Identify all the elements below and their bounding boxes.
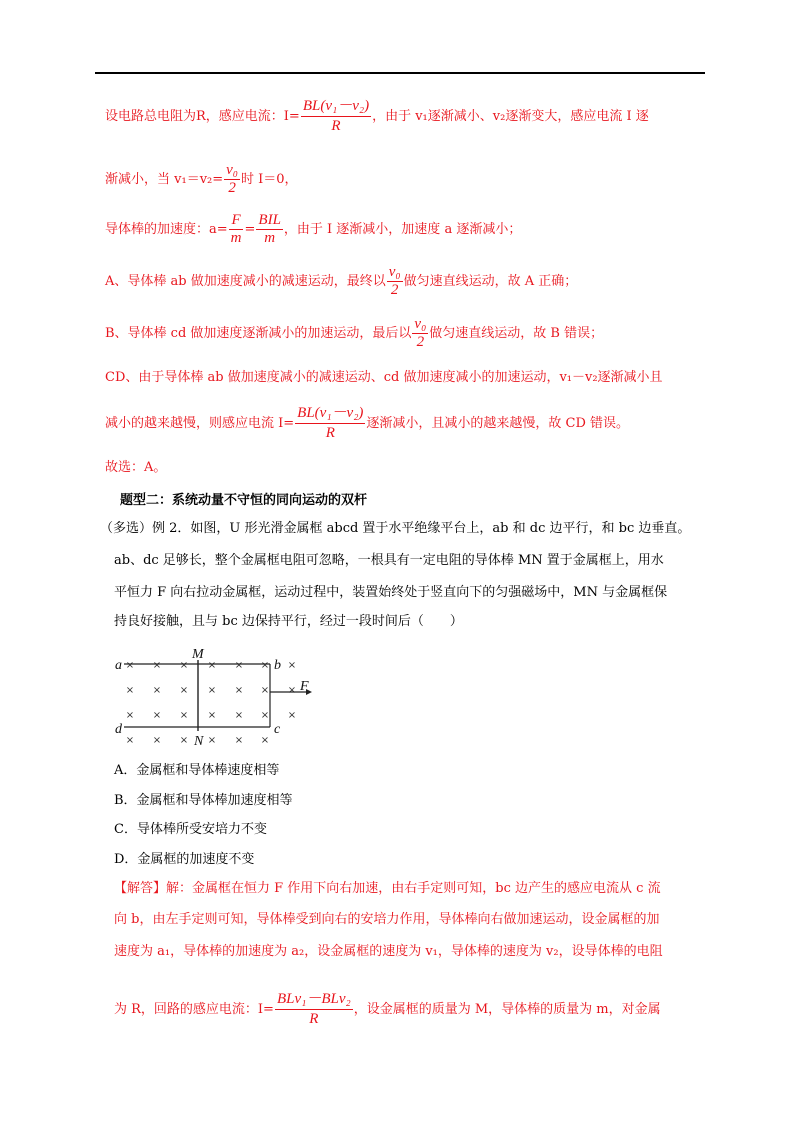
solution2-line-4 [114, 990, 661, 1029]
solution-line-b [105, 316, 603, 351]
solution-line-3 [105, 212, 521, 247]
field-cross-icon: × [260, 735, 270, 746]
field-cross-icon: × [152, 735, 162, 746]
field-cross-icon: × [179, 735, 189, 746]
field-cross-icon: × [179, 685, 189, 696]
field-cross-icon: × [207, 735, 217, 746]
field-cross-icon: × [287, 710, 297, 721]
label-b: b [274, 658, 281, 673]
question-line-3: 平恒力 F 向右拉动金属框，运动过程中，装置始终处于竖直向下的匀强磁场中，MN 与金属框保 [114, 585, 668, 600]
fraction-denominator: 2 [228, 180, 236, 196]
label-n: N [194, 734, 204, 749]
label-m: M [192, 647, 204, 662]
option-c: C．导体棒所受安培力不变 [114, 822, 267, 837]
fraction-numerator: v₀ [414, 316, 427, 332]
field-cross-icon: × [152, 660, 162, 671]
fraction [275, 990, 353, 1029]
field-cross-icon: × [207, 660, 217, 671]
field-cross-icon: × [125, 660, 135, 671]
text: 逐渐减小，且减小的越来越慢，故 CD 错误。 [366, 416, 630, 431]
section-title: 题型二：系统动量不守恒的同向运动的双杆 [120, 493, 368, 508]
field-cross-icon: × [207, 685, 217, 696]
text: 为 R，回路的感应电流：I= [114, 1002, 274, 1017]
fraction [387, 264, 403, 299]
fraction [224, 162, 240, 197]
question-line-1: （多选）例 2．如图，U 形光滑金属框 abcd 置于水平绝缘平台上，ab 和 dc 边平行，和 bc 边垂直。 [100, 521, 691, 536]
fraction-numerator: v₀ [388, 264, 401, 280]
field-cross-icon: × [125, 735, 135, 746]
text: B、导体棒 cd 做加速度逐渐减小的加速运动，最后以 [105, 326, 412, 341]
fraction [412, 316, 428, 351]
field-cross-icon: × [234, 685, 244, 696]
text: 时 I＝0， [241, 172, 298, 187]
field-cross-icon: × [234, 735, 244, 746]
fraction-denominator: R [309, 1011, 319, 1027]
solution2-line-2: 向 b，由左手定则可知，导体棒受到向右的安培力作用，导体棒向右做加速运动，设金属框的加 [114, 912, 660, 927]
fraction-denominator: 2 [390, 282, 399, 298]
field-cross-icon: × [125, 685, 135, 696]
text: 做匀速直线运动，故 A 正确； [403, 274, 578, 289]
field-cross-icon: × [234, 660, 244, 671]
option-d: D．金属框的加速度不变 [114, 852, 255, 867]
text: ，由于 I 逐渐减小，加速度 a 逐渐减小； [283, 222, 522, 237]
fraction-denominator: m [230, 230, 242, 246]
field-cross-icon: × [260, 710, 270, 721]
text: 渐减小，当 v₁＝v₂= [105, 172, 224, 187]
field-cross-icon: × [260, 685, 270, 696]
label-a: a [115, 658, 122, 673]
solution2-line-3: 速度为 a₁，导体棒的加速度为 a₂，设金属框的速度为 v₁，导体棒的速度为 v₂，设导体棒的电阻 [114, 944, 663, 959]
field-cross-icon: × [152, 685, 162, 696]
fraction-denominator: R [325, 425, 335, 441]
solution-line-a [105, 264, 577, 299]
field-cross-icon: × [179, 710, 189, 721]
text: ，由于 v₁逐渐减小、v₂逐渐变大，感应电流 I 逐 [372, 109, 649, 124]
field-cross-icon: × [152, 710, 162, 721]
fraction [295, 404, 365, 443]
fraction-denominator: 2 [416, 334, 425, 350]
question-line-2: ab、dc 足够长，整个金属框电阻可忽略，一根具有一定电阻的导体棒 MN 置于金属框上，用水 [114, 553, 664, 568]
circuit-figure [112, 645, 322, 750]
fraction-numerator: BIL [258, 212, 281, 228]
solution-line-cd: CD、由于导体棒 ab 做加速度减小的减速运动、cd 做加速度减小的加速运动，v₁－v₂逐渐减小且 [105, 370, 663, 385]
answer-tag: 【解答】 [114, 881, 167, 896]
question-line-4: 持良好接触，且与 bc 边保持平行，经过一段时间后（ ） [114, 614, 463, 629]
option-b: B．金属框和导体棒加速度相等 [114, 793, 293, 808]
field-cross-icon: × [260, 660, 270, 671]
label-f: F [300, 679, 309, 694]
solution-line-1 [105, 97, 649, 136]
answer-line: 故选：A。 [105, 460, 167, 475]
solution-line-cd-2 [105, 404, 629, 443]
fraction-numerator: BL(v₁－v₂) [295, 404, 365, 424]
crosses [126, 660, 296, 746]
fraction-numerator: BL(v₁－v₂) [301, 97, 371, 117]
field-cross-icon: × [179, 660, 189, 671]
fraction-denominator: R [331, 118, 341, 134]
field-cross-icon: × [287, 660, 297, 671]
equals-sign: = [244, 222, 256, 237]
field-cross-icon: × [125, 710, 135, 721]
text: 设电路总电阻为R，感应电流：I= [105, 109, 300, 124]
solution-line-2 [105, 162, 298, 197]
field-cross-icon: × [234, 710, 244, 721]
text: 减小的越来越慢，则感应电流 I= [105, 416, 295, 431]
fraction-denominator: m [264, 230, 276, 246]
text: 做匀速直线运动，故 B 错误； [429, 326, 604, 341]
fraction [301, 97, 371, 136]
label-d: d [115, 722, 122, 737]
text: A、导体棒 ab 做加速度减小的减速运动，最终以 [105, 274, 386, 289]
option-a: A．金属框和导体棒速度相等 [114, 763, 280, 778]
field-cross-icon: × [287, 685, 297, 696]
fraction [229, 212, 244, 247]
text: ，设金属框的质量为 M，导体棒的质量为 m，对金属 [353, 1002, 661, 1017]
label-c: c [274, 722, 281, 737]
text: 导体棒的加速度：a= [105, 222, 228, 237]
fraction-numerator: v₀ [226, 162, 239, 178]
fraction-numerator: BLv₁－BLv₂ [275, 990, 353, 1010]
fraction-numerator: F [231, 212, 241, 228]
text: 解：金属框在恒力 F 作用下向右加速，由右手定则可知，bc 边产生的感应电流从 c 流 [166, 881, 661, 896]
field-cross-icon: × [207, 710, 217, 721]
header-rule [95, 72, 705, 74]
solution2-line-1 [114, 880, 661, 898]
fraction [256, 212, 283, 247]
